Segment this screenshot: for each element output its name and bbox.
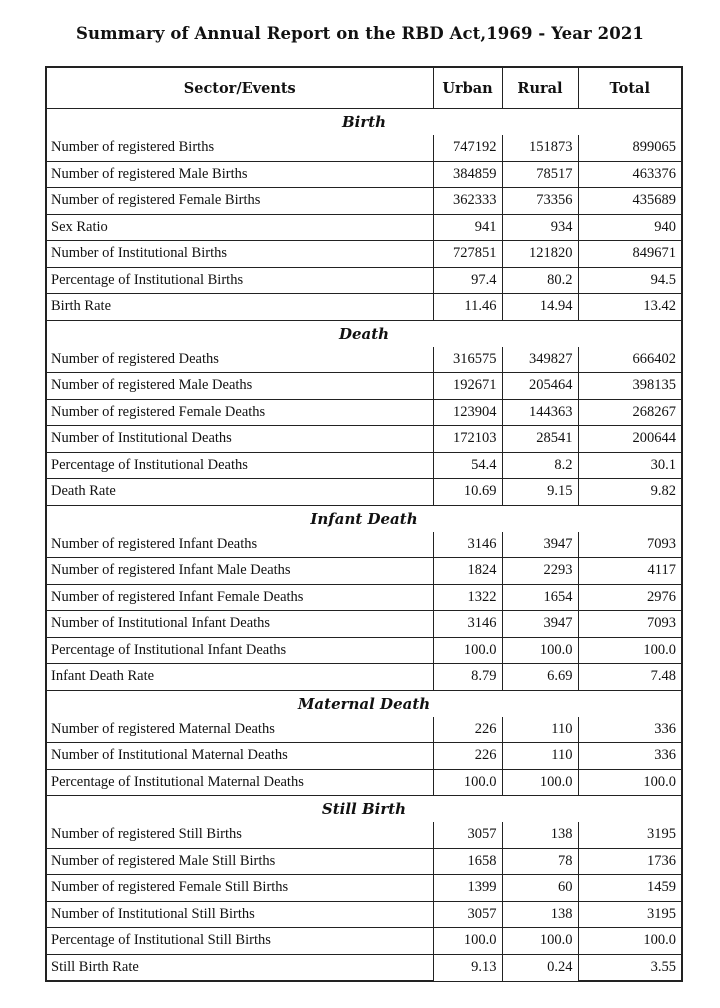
urban-value: 123904 (433, 399, 502, 426)
row-label: Percentage of Institutional Births (46, 267, 433, 294)
rural-value: 9.15 (502, 479, 578, 506)
row-label: Percentage of Institutional Still Births (46, 928, 433, 955)
rural-value: 73356 (502, 188, 578, 215)
row-label: Number of registered Infant Deaths (46, 532, 433, 558)
urban-value: 192671 (433, 373, 502, 400)
row-label: Number of registered Male Births (46, 161, 433, 188)
table-row (46, 241, 682, 268)
table-row (46, 267, 682, 294)
row-label: Number of registered Female Births (46, 188, 433, 215)
rural-value: 3947 (502, 611, 578, 638)
rural-value: 78 (502, 848, 578, 875)
table-row (46, 161, 682, 188)
rural-value: 934 (502, 214, 578, 241)
row-label: Death Rate (46, 479, 433, 506)
urban-value: 172103 (433, 426, 502, 453)
table-row (46, 717, 682, 743)
rural-value: 110 (502, 717, 578, 743)
rural-value: 2293 (502, 558, 578, 585)
row-label: Number of registered Female Deaths (46, 399, 433, 426)
total-value: 100.0 (578, 637, 682, 664)
table-row (46, 426, 682, 453)
rural-value: 138 (502, 822, 578, 848)
table-row (46, 611, 682, 638)
total-value: 200644 (578, 426, 682, 453)
total-value: 435689 (578, 188, 682, 215)
total-value: 4117 (578, 558, 682, 585)
rural-value: 78517 (502, 161, 578, 188)
table-row (46, 848, 682, 875)
rural-value: 6.69 (502, 664, 578, 691)
rural-value: 1654 (502, 584, 578, 611)
row-label: Number of Institutional Deaths (46, 426, 433, 453)
row-label: Number of registered Infant Male Deaths (46, 558, 433, 585)
row-label: Number of registered Male Deaths (46, 373, 433, 400)
section-heading: Maternal Death (46, 690, 682, 717)
table-row (46, 637, 682, 664)
table-row (46, 452, 682, 479)
rural-value: 144363 (502, 399, 578, 426)
row-label: Percentage of Institutional Maternal Deaths (46, 769, 433, 796)
total-value: 7.48 (578, 664, 682, 691)
urban-value: 97.4 (433, 267, 502, 294)
section-header-birth (46, 109, 682, 136)
total-value: 336 (578, 743, 682, 770)
row-label: Number of registered Infant Female Deaths (46, 584, 433, 611)
rural-value: 151873 (502, 135, 578, 161)
urban-value: 100.0 (433, 769, 502, 796)
urban-value: 1399 (433, 875, 502, 902)
urban-value: 941 (433, 214, 502, 241)
summary-table (45, 66, 683, 982)
section-heading: Birth (46, 109, 682, 136)
table-body (46, 109, 682, 982)
table-row (46, 479, 682, 506)
rural-value: 80.2 (502, 267, 578, 294)
row-label: Number of registered Male Still Births (46, 848, 433, 875)
report-title: Summary of Annual Report on the RBD Act,1969 - Year 2021 (76, 24, 644, 43)
row-label: Number of registered Female Still Births (46, 875, 433, 902)
total-value: 30.1 (578, 452, 682, 479)
row-label: Number of registered Still Births (46, 822, 433, 848)
total-value: 3195 (578, 822, 682, 848)
rural-value: 138 (502, 901, 578, 928)
urban-value: 54.4 (433, 452, 502, 479)
total-value: 9.82 (578, 479, 682, 506)
section-header-infant-death (46, 505, 682, 532)
section-header-maternal-death (46, 690, 682, 717)
row-label: Number of registered Maternal Deaths (46, 717, 433, 743)
section-heading: Death (46, 320, 682, 347)
table-row (46, 532, 682, 558)
urban-value: 10.69 (433, 479, 502, 506)
table-row (46, 584, 682, 611)
column-header-total: Total (578, 67, 682, 109)
row-label: Number of Institutional Maternal Deaths (46, 743, 433, 770)
section-heading: Infant Death (46, 505, 682, 532)
total-value: 94.5 (578, 267, 682, 294)
table-row (46, 188, 682, 215)
row-label: Sex Ratio (46, 214, 433, 241)
total-value: 268267 (578, 399, 682, 426)
total-value: 899065 (578, 135, 682, 161)
total-value: 398135 (578, 373, 682, 400)
table-row (46, 769, 682, 796)
rural-value: 100.0 (502, 928, 578, 955)
total-value: 336 (578, 717, 682, 743)
row-label: Number of registered Deaths (46, 347, 433, 373)
total-value: 100.0 (578, 928, 682, 955)
total-value: 100.0 (578, 769, 682, 796)
table-row (46, 875, 682, 902)
total-value: 3195 (578, 901, 682, 928)
rural-value: 349827 (502, 347, 578, 373)
urban-value: 727851 (433, 241, 502, 268)
row-label: Number of Institutional Still Births (46, 901, 433, 928)
rural-value: 60 (502, 875, 578, 902)
rural-value: 205464 (502, 373, 578, 400)
row-label: Percentage of Institutional Infant Deaths (46, 637, 433, 664)
table-row (46, 822, 682, 848)
table-row (46, 664, 682, 691)
row-label: Percentage of Institutional Deaths (46, 452, 433, 479)
table-row (46, 558, 682, 585)
table-row (46, 743, 682, 770)
row-label: Number of Institutional Infant Deaths (46, 611, 433, 638)
urban-value: 747192 (433, 135, 502, 161)
table-row (46, 347, 682, 373)
total-value: 849671 (578, 241, 682, 268)
rural-value: 121820 (502, 241, 578, 268)
table-row (46, 399, 682, 426)
urban-value: 1658 (433, 848, 502, 875)
urban-value: 100.0 (433, 928, 502, 955)
table-header-row (46, 67, 682, 109)
section-header-still-birth (46, 796, 682, 823)
urban-value: 316575 (433, 347, 502, 373)
urban-value: 3057 (433, 822, 502, 848)
row-label: Birth Rate (46, 294, 433, 321)
section-header-death (46, 320, 682, 347)
urban-value: 11.46 (433, 294, 502, 321)
row-label: Infant Death Rate (46, 664, 433, 691)
rural-value: 0.24 (502, 954, 578, 981)
rural-value: 8.2 (502, 452, 578, 479)
total-value: 1459 (578, 875, 682, 902)
table-row (46, 294, 682, 321)
section-heading: Still Birth (46, 796, 682, 823)
urban-value: 362333 (433, 188, 502, 215)
total-value: 7093 (578, 611, 682, 638)
rural-value: 14.94 (502, 294, 578, 321)
rural-value: 110 (502, 743, 578, 770)
rural-value: 100.0 (502, 769, 578, 796)
table-row (46, 214, 682, 241)
total-value: 1736 (578, 848, 682, 875)
total-value: 463376 (578, 161, 682, 188)
total-value: 666402 (578, 347, 682, 373)
urban-value: 226 (433, 743, 502, 770)
total-value: 13.42 (578, 294, 682, 321)
urban-value: 226 (433, 717, 502, 743)
column-header-urban: Urban (433, 67, 502, 109)
urban-value: 1322 (433, 584, 502, 611)
table-row (46, 373, 682, 400)
urban-value: 8.79 (433, 664, 502, 691)
total-value: 3.55 (578, 954, 682, 981)
urban-value: 3146 (433, 611, 502, 638)
rural-value: 3947 (502, 532, 578, 558)
row-label: Still Birth Rate (46, 954, 433, 981)
table-row (46, 954, 682, 981)
row-label: Number of Institutional Births (46, 241, 433, 268)
column-header-sector-events: Sector/Events (46, 67, 433, 109)
row-label: Number of registered Births (46, 135, 433, 161)
urban-value: 9.13 (433, 954, 502, 981)
urban-value: 384859 (433, 161, 502, 188)
total-value: 7093 (578, 532, 682, 558)
table-row (46, 928, 682, 955)
rural-value: 28541 (502, 426, 578, 453)
rural-value: 100.0 (502, 637, 578, 664)
urban-value: 100.0 (433, 637, 502, 664)
urban-value: 3057 (433, 901, 502, 928)
table-row (46, 135, 682, 161)
urban-value: 1824 (433, 558, 502, 585)
total-value: 2976 (578, 584, 682, 611)
total-value: 940 (578, 214, 682, 241)
urban-value: 3146 (433, 532, 502, 558)
table-row (46, 901, 682, 928)
column-header-rural: Rural (502, 67, 578, 109)
